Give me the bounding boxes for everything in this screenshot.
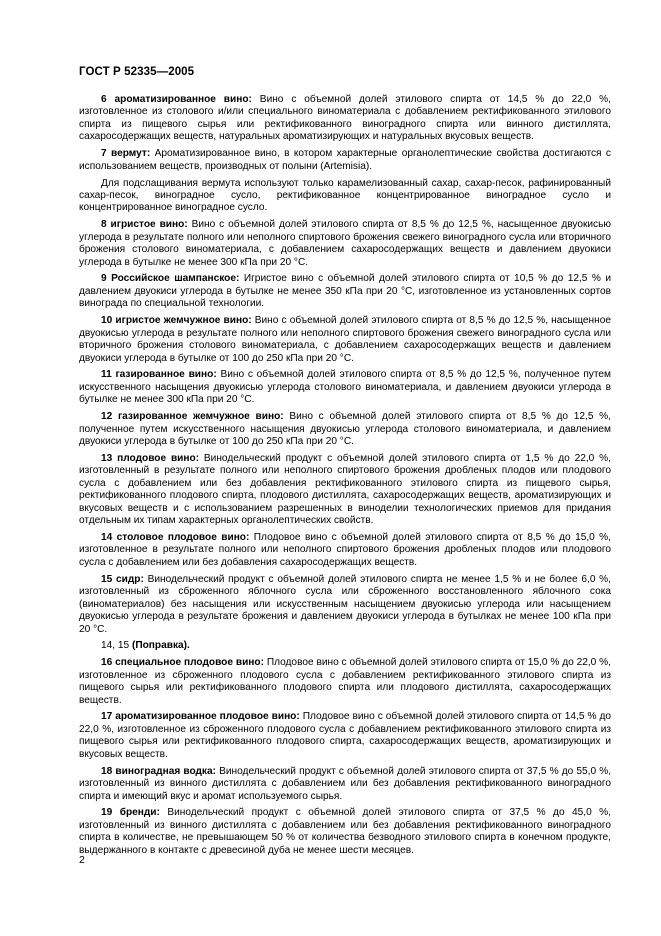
definition-paragraph [79, 273, 611, 310]
definition-paragraph [79, 711, 611, 761]
definition-term: 9 Российское шампанское: [101, 273, 240, 285]
definition-term: 12 газированное жемчужное вино: [101, 411, 284, 423]
definition-paragraph [79, 315, 611, 365]
definition-term: 10 игристое жемчужное вино: [101, 315, 252, 327]
definition-term: 19 бренди: [101, 807, 160, 819]
amendment-numbers: 14, 15 [101, 640, 132, 652]
definition-paragraph [79, 148, 611, 173]
note-text: Для подслащивания вермута используют только карамелизованный сахар, сахар-песок, рафинированный сахар-песок, виноградное сусло, ректификованное концентрированное виноградное сусло и концентрированное виноградное сусло. [79, 177, 611, 214]
definition-paragraph [79, 219, 611, 269]
note-paragraph [79, 178, 611, 215]
amendment-label: (Поправка). [131, 640, 190, 652]
definitions-body [79, 94, 611, 862]
definition-text: Плодовое вино с объемной долей этилового спирта от 14,5 % до 22,0 %, изготовленное из сброженного плодового сусла с добавлением ректификованного этилового спирта из пищевого сырья или ректификованного плодового спирта, сахаросодержащих веществ, ароматизирующих и вкусовых веществ. [79, 711, 611, 760]
definition-term: 13 плодовое вино: [101, 452, 200, 464]
amendment-note [79, 640, 611, 652]
definition-paragraph [79, 766, 611, 803]
definition-term: 7 вермут: [101, 148, 151, 160]
definition-paragraph [79, 94, 611, 144]
definition-text: Ароматизированное вино, в котором характерные органолептические свойства достигаются с использованием веществ, производных от полыни (Artemisia). [79, 148, 611, 172]
definition-paragraph [79, 532, 611, 569]
definition-term: 15 сидр: [101, 573, 144, 585]
definition-text: Винодельческий продукт с объемной долей этилового спирта от 37,5 % до 45,0 %, изготовленный из винного дистиллята с добавлением или без добавления ректификованного виноградного спирта в количестве, не превышающем 50 % от количества безводного этилового спирта в конечном продукте, выдержанного в контакте с древесиной дуба не менее шести месяцев. [79, 807, 611, 856]
definition-paragraph [79, 369, 611, 406]
definition-text: Винодельческий продукт с объемной долей этилового спирта от 1,5 % до 22,0 %, изготовленный в результате полного или неполного спиртового брожения дробленых плодов или плодового сусла с добавлением или без добавления ректификованного этилового спирта из пищевого сырья, ректификованного плодового спирта, плодового дистиллята, сахаросодержащих веществ, ароматизирующих и вкусовых веществ и с использованием разрешенных в виноделии технологических приемов для придания отдельным их типам характерных органолептических свойств. [79, 452, 611, 527]
definition-paragraph [79, 574, 611, 636]
definition-text: Игристое вино с объемной долей этилового спирта от 10,5 % до 12,5 % и давлением двуокиси углерода в бутылке не менее 350 кПа при 20 °С, изготовленное из установленных сортов винограда по специальной технологии. [79, 273, 611, 310]
definition-text: Вино с объемной долей этилового спирта от 14,5 % до 22,0 %, изготовленное из столового и/или специального виноматериала с добавлением ректификованного этилового спирта из пищевого сырья или ректификованного виноградного спирта или винного дистиллята, сахаросодержащих веществ, натуральных ароматизирующих и натуральных вкусовых веществ. [79, 94, 611, 143]
standard-header: ГОСТ Р 52335—2005 [79, 66, 195, 78]
definition-text: Винодельческий продукт с объемной долей этилового спирта от 37,5 % до 55,0 %, изготовленный из винного дистиллята с добавлением или без добавления ректификованного виноградного спирта и имеющий вкус и аромат используемого сырья. [79, 765, 612, 802]
definition-term: 17 ароматизированное плодовое вино: [101, 711, 300, 723]
definition-term: 14 столовое плодовое вино: [101, 532, 250, 544]
definition-text: Плодовое вино с объемной долей этилового спирта от 8,5 % до 15,0 %, изготовленное в результате полного или неполного спиртового брожения дробленых плодов или плодового сусла с добавлением или без добавления сахаросодержащих веществ. [79, 532, 611, 568]
definition-text: Вино с объемной долей этилового спирта от 8,5 % до 12,5 %, насыщенное двуокисью углерода в результате полного или неполного спиртового брожения свежего виноградного сусла или вторичного брожения столового виноматериала, с добавлением сахаросодержащих веществ и давлением двуокиси углерода в бутылке не менее 300 кПа при 20 °С. [79, 219, 611, 268]
definition-paragraph [79, 453, 611, 528]
definition-text: Плодовое вино с объемной долей этилового спирта от 15,0 % до 22,0 %, изготовленное из сброженного плодового сусла с добавлением ректификованного этилового спирта из пищевого сырья или ректификованного плодового спирта или плодового дистиллята, сахаросодержащих веществ. [79, 657, 611, 706]
definition-paragraph [79, 807, 611, 857]
definition-paragraph [79, 657, 611, 707]
definition-term: 8 игристое вино: [101, 219, 188, 231]
definition-term: 18 виноградная водка: [101, 765, 217, 777]
definition-term: 6 ароматизированное вино: [101, 94, 252, 105]
definition-text: Вино с объемной долей этилового спирта от 8,5 % до 12,5 %, насыщенное двуокисью углерода в результате полного или неполного спиртового брожения свежего виноградного сусла или вторичного брожения столового виноматериала, с добавлением сахаросодержащих веществ и давлением двуокиси углерода в бутылке от 100 до 250 кПа при 20 °С. [79, 315, 611, 364]
definition-text: Винодельческий продукт с объемной долей этилового спирта не менее 1,5 % и не более 6,0 %, изготовленный из сброженного яблочного сусла или сброженного восстановленного яблочного сока (виноматериалов) без насыщения или искусственным насыщением двуокисью углерода или насыщением двуокисью углерода в результате брожения и давлением двуокиси углерода в бутылках не менее 100 кПа при 20 °С. [79, 573, 611, 635]
page-number: 2 [79, 854, 85, 866]
definition-text: Вино с объемной долей этилового спирта от 8,5 % до 12,5 %, полученное путем искусственного насыщения двуокисью углерода столового виноматериала, и давлением двуокиси углерода в бутылке от 100 до 250 кПа при 20 °С. [79, 411, 611, 448]
definition-text: Вино с объемной долей этилового спирта от 8,5 % до 12,5 %, полученное путем искусственного насыщения двуокисью углерода столового виноматериала, и давлением двуокиси углерода в бутылке не менее 300 кПа при 20 °С. [79, 369, 611, 406]
definition-paragraph [79, 411, 611, 448]
definition-term: 16 специальное плодовое вино: [101, 657, 264, 669]
definition-term: 11 газированное вино: [101, 369, 217, 381]
